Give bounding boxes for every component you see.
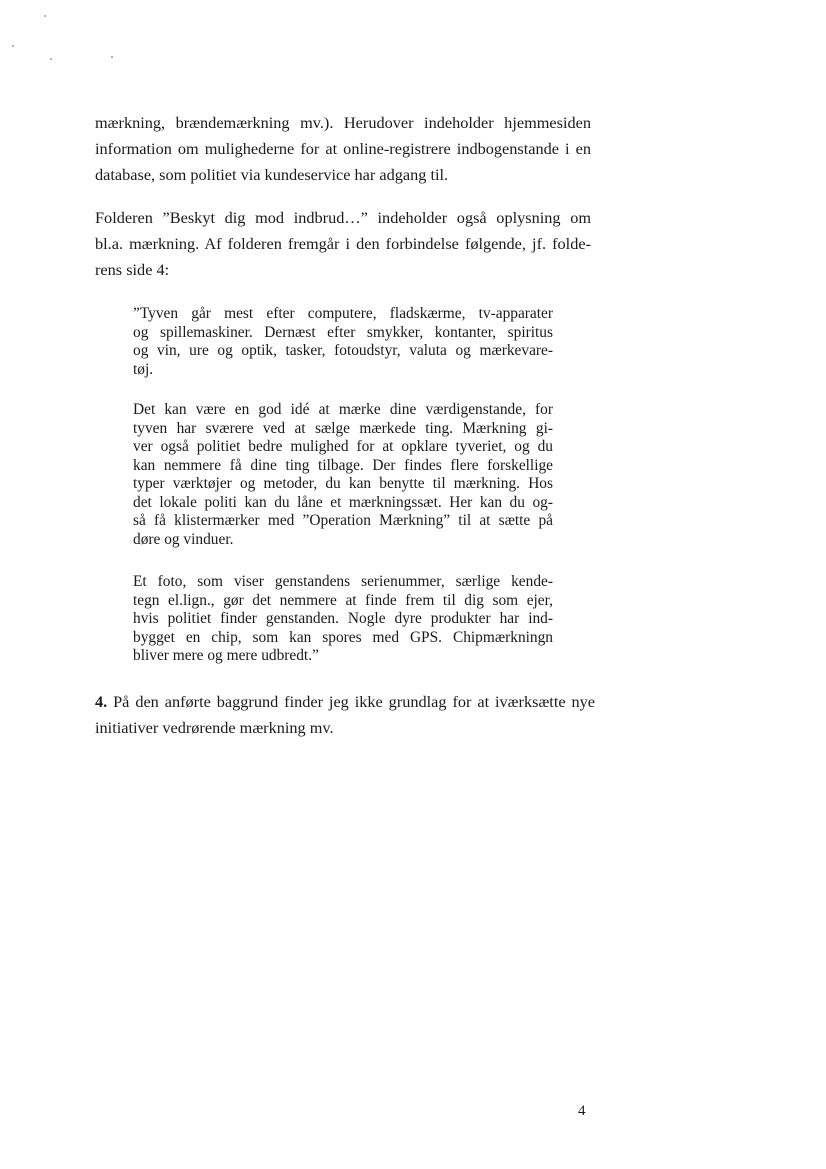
quote-paragraph-photo-chip	[133, 573, 553, 666]
quote-line: ”Tyven går mest efter computere, fladskærme, tv-apparater	[133, 305, 553, 322]
scan-speck	[12, 45, 14, 47]
quote-line: så få klistermærker med ”Operation Mærkning” til at sætte på	[133, 512, 553, 529]
quote-line: tyven har sværere ved at sælge mærkede ting. Mærkning gi-	[133, 419, 553, 437]
text-line: mærkning, brændemærkning mv.). Herudover indeholder hjemmesiden	[95, 113, 591, 132]
quote-line: bygget en chip, som kan spores med GPS. Chipmærkningn	[133, 628, 553, 646]
page-number: 4	[578, 1103, 586, 1119]
quote-line: tegn el.lign., gør det nemmere at finde frem til dig som ejer,	[133, 591, 553, 609]
text-line	[95, 689, 595, 715]
text-line: database, som politiet via kundeservice har adgang til.	[95, 165, 449, 184]
quote-paragraph-marking-advice	[133, 401, 553, 549]
quote-line: kan nemmere få dine ting tilbage. Der findes flere forskellige	[133, 456, 553, 474]
quote-line: bliver mere og mere udbredt.”	[133, 647, 319, 664]
paragraph-folder-intro	[95, 205, 591, 283]
quote-paragraph-thief-targets	[133, 305, 553, 379]
quote-line: typer værktøjer og metoder, du kan benytte til mærkning. Hos	[133, 475, 553, 492]
text-line: Folderen ”Beskyt dig mod indbrud…” indeholder også oplysning om	[95, 208, 591, 227]
paragraph-conclusion	[95, 689, 595, 741]
text-line: information om mulighederne for at online-registrere indbogenstande i en	[95, 139, 591, 158]
quote-line: Det kan være en god idé at mærke dine værdigenstande, for	[133, 401, 553, 418]
text-line: bl.a. mærkning. Af folderen fremgår i den forbindelse følgende, jf. folde-	[95, 234, 591, 253]
quote-line: tøj.	[133, 360, 154, 378]
paragraph-number: 4.	[95, 692, 108, 711]
conclusion-line-text: På den anførte baggrund finder jeg ikke grundlag for at iværksætte nye	[107, 692, 595, 711]
text-line: rens side 4:	[95, 260, 170, 279]
paragraph-homepage-info	[95, 110, 591, 188]
quote-line: ver også politiet bedre mulighed for at opklare tyveriet, og du	[133, 438, 553, 455]
quote-line: døre og vinduer.	[133, 530, 234, 548]
quote-line: det lokale politi kan du låne et mærkningssæt. Her kan du og-	[133, 493, 553, 511]
scan-speck	[50, 58, 52, 60]
quote-line: og vin, ure og optik, tasker, fotoudstyr, valuta og mærkevare-	[133, 342, 553, 359]
scan-speck	[111, 56, 113, 58]
quote-line: Et foto, som viser genstandens serienummer, særlige kende-	[133, 573, 553, 590]
quote-line: hvis politiet finder genstanden. Nogle dyre produkter har ind-	[133, 610, 553, 627]
scan-speck	[44, 15, 46, 17]
text-line: initiativer vedrørende mærkning mv.	[95, 718, 334, 737]
quote-line: og spillemaskiner. Dernæst efter smykker, kontanter, spiritus	[133, 323, 553, 341]
